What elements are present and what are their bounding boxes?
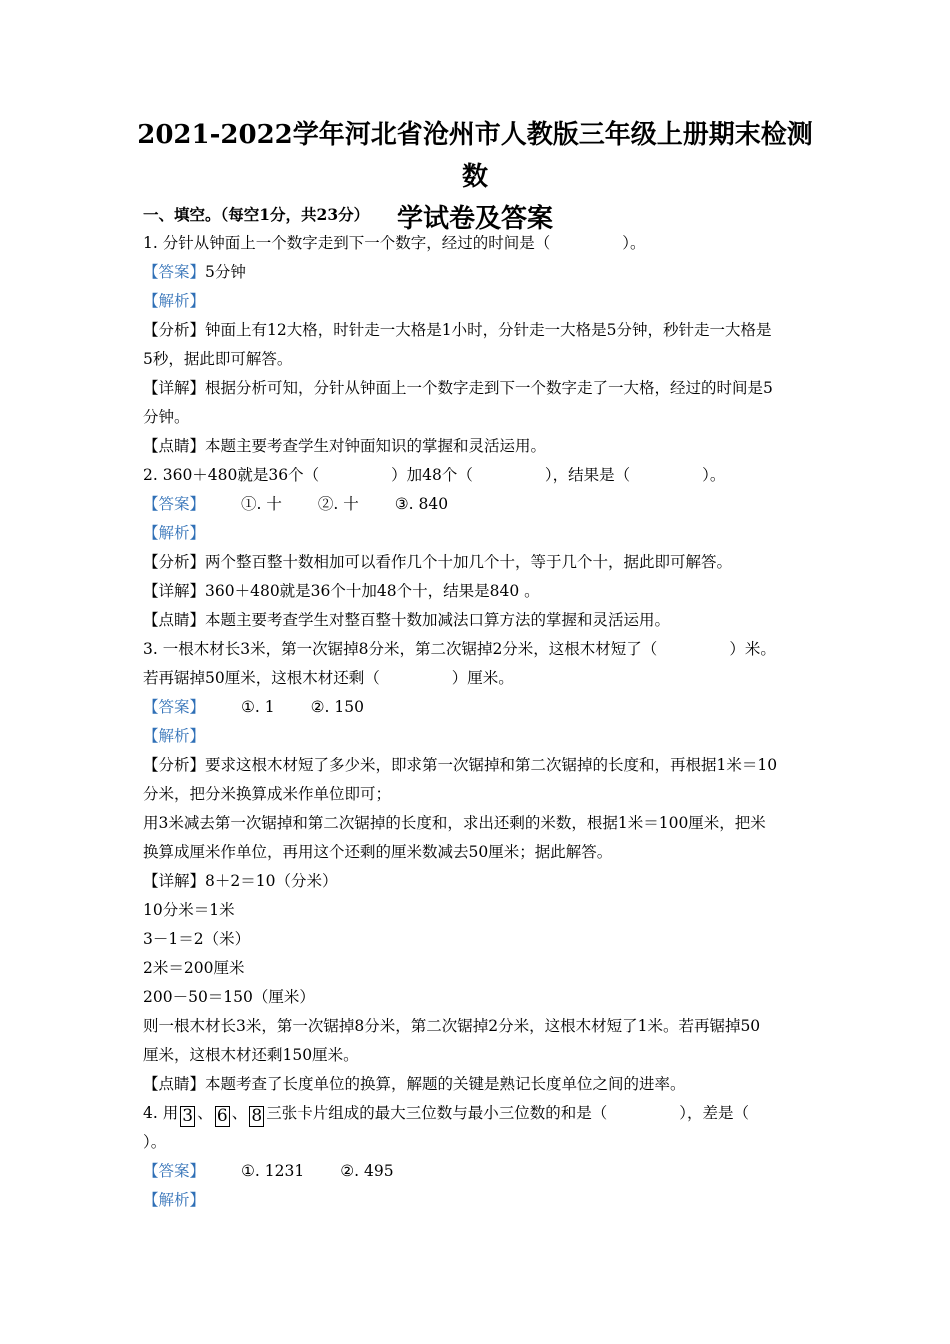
- q3-fenxi-cont-1: 分米，把分米换算成米作单位即可；: [143, 785, 392, 803]
- q1-answer: [143, 258, 811, 287]
- q3-stem-a: 3. 一根木材长3米，第一次锯掉8分米，第二次锯掉2分米，这根木材短了（: [143, 640, 658, 658]
- q2-xiangjie-text: 360＋480就是36个十加48个十，结果是840 。: [205, 582, 540, 600]
- q3-conclusion-cont: 厘米，这根木材还剩150厘米。: [143, 1046, 359, 1064]
- q3-calc-3: 2米＝200厘米: [143, 959, 245, 977]
- title-line-1: 2021-2022学年河北省沧州市人教版三年级上册期末检测数: [137, 120, 813, 192]
- q3-stem-d: ）厘米。: [451, 669, 514, 687]
- q1-fenxi: [143, 316, 811, 345]
- q3-stem: [143, 635, 811, 664]
- xiangjie-tag: 【详解】: [143, 379, 206, 397]
- xiangjie-tag: 【详解】: [143, 872, 206, 890]
- q1-stem: [143, 229, 811, 258]
- q3-answer: [143, 693, 811, 722]
- q2-answer: [143, 490, 811, 519]
- q3-analysis-tag: 【解析】: [143, 727, 206, 745]
- q2-analysis-tag: 【解析】: [143, 524, 206, 542]
- q2-fenxi: [143, 548, 811, 577]
- dianjing-tag: 【点睛】: [143, 1075, 206, 1093]
- dianjing-tag: 【点睛】: [143, 611, 206, 629]
- q3-calc-2: 3－1＝2（米）: [143, 930, 251, 948]
- q2-answer-1: ①. 十: [241, 495, 282, 513]
- q2-fenxi-text: 两个整百整十数相加可以看作几个十加几个十，等于几个十，据此即可解答。: [205, 553, 733, 571]
- q3-conclusion: 则一根木材长3米，第一次锯掉8分米，第二次锯掉2分米，这根木材短了1米。若再锯掉50: [143, 1017, 761, 1035]
- q3-answer-1: ①. 1: [241, 698, 275, 716]
- q2-stem-b: ）加48个（: [391, 466, 473, 484]
- q3-stem-b: ）米。: [729, 640, 776, 658]
- answer-tag: 【答案】: [143, 495, 206, 513]
- q4-stem-c: ），差是（: [679, 1104, 750, 1122]
- q4-answer: [143, 1157, 811, 1186]
- answer-tag: 【答案】: [143, 698, 206, 716]
- q4-stem-a: 4. 用: [143, 1104, 179, 1122]
- q3-stem-c: 若再锯掉50厘米，这根木材还剩（: [143, 669, 380, 687]
- q3-fenxi-cont-2: 用3米减去第一次锯掉和第二次锯掉的长度和，求出还剩的米数，根据1米＝100厘米，把米: [143, 814, 766, 832]
- q3-dianjing-text: 本题考查了长度单位的换算，解题的关键是熟记长度单位之间的进率。: [205, 1075, 686, 1093]
- q4-analysis-tag: 【解析】: [143, 1191, 206, 1209]
- q1-stem-end: ）。: [622, 234, 646, 252]
- q1-dianjing-text: 本题主要考查学生对钟面知识的掌握和灵活运用。: [205, 437, 547, 455]
- q4-stem-cont: ）。: [143, 1133, 167, 1151]
- q2-stem-a: 2. 360＋480就是36个（: [143, 466, 320, 484]
- answer-tag: 【答案】: [143, 263, 206, 281]
- q3-dianjing: [143, 1070, 811, 1099]
- q3-xiangjie-text: 8＋2＝10（分米）: [205, 872, 338, 890]
- q4-stem-b: 三张卡片组成的最大三位数与最小三位数的和是（: [266, 1104, 608, 1122]
- dianjing-tag: 【点睛】: [143, 437, 206, 455]
- q2-dianjing: [143, 606, 811, 635]
- title-line-2: 学试卷及答案: [396, 204, 553, 234]
- answer-tag: 【答案】: [143, 1162, 206, 1180]
- q4-answer-2: ②. 495: [340, 1162, 394, 1180]
- q1-dianjing: [143, 432, 811, 461]
- q3-answer-2: ②. 150: [310, 698, 364, 716]
- q1-fenxi-cont: 5秒，据此即可解答。: [143, 350, 293, 368]
- digit-card-6: 6: [215, 1106, 230, 1127]
- q1-analysis-tag: 【解析】: [143, 292, 206, 310]
- q3-xiangjie: [143, 867, 811, 896]
- q1-answer-value: 5分钟: [205, 263, 246, 281]
- q2-dianjing-text: 本题主要考查学生对整百整十数加减法口算方法的掌握和灵活运用。: [205, 611, 671, 629]
- q3-fenxi-cont-3: 换算成厘米作单位，再用这个还剩的厘米数减去50厘米；据此解答。: [143, 843, 613, 861]
- q2-answer-3: ③. 840: [394, 495, 449, 513]
- q1-xiangjie-cont: 分钟。: [143, 408, 190, 426]
- q1-stem-text: 1. 分针从钟面上一个数字走到下一个数字，经过的时间是（: [143, 234, 551, 252]
- q4-stem: [143, 1099, 811, 1128]
- separator: 、: [197, 1104, 213, 1122]
- q3-calc-1: 10分米＝1米: [143, 901, 235, 919]
- q4-answer-1: ①. 1231: [241, 1162, 305, 1180]
- digit-card-8: 8: [249, 1106, 264, 1127]
- q1-fenxi-text: 钟面上有12大格，时针走一大格是1小时，分针走一大格是5分钟，秒针走一大格是: [205, 321, 772, 339]
- document-body: [143, 200, 811, 1215]
- q2-xiangjie: [143, 577, 811, 606]
- xiangjie-tag: 【详解】: [143, 582, 206, 600]
- q3-calc-4: 200－50＝150（厘米）: [143, 988, 315, 1006]
- q3-fenxi-text: 要求这根木材短了多少米，即求第一次锯掉和第二次锯掉的长度和，再根据1米＝10: [205, 756, 778, 774]
- q2-stem-d: ）。: [702, 466, 726, 484]
- separator: 、: [231, 1104, 248, 1122]
- q2-stem-c: ），结果是（: [544, 466, 631, 484]
- q2-answer-2: ②. 十: [317, 495, 359, 513]
- fenxi-tag: 【分析】: [143, 321, 206, 339]
- q3-fenxi: [143, 751, 811, 780]
- section-heading: 一、填空。（每空1分，共23分）: [143, 205, 370, 224]
- q1-xiangjie: [143, 374, 811, 403]
- fenxi-tag: 【分析】: [143, 553, 206, 571]
- fenxi-tag: 【分析】: [143, 756, 206, 774]
- q1-xiangjie-text: 根据分析可知，分针从钟面上一个数字走到下一个数字走了一大格，经过的时间是5: [205, 379, 773, 397]
- q3-stem-cont: [143, 664, 811, 693]
- digit-card-3: 3: [180, 1106, 195, 1127]
- q2-stem: [143, 461, 811, 490]
